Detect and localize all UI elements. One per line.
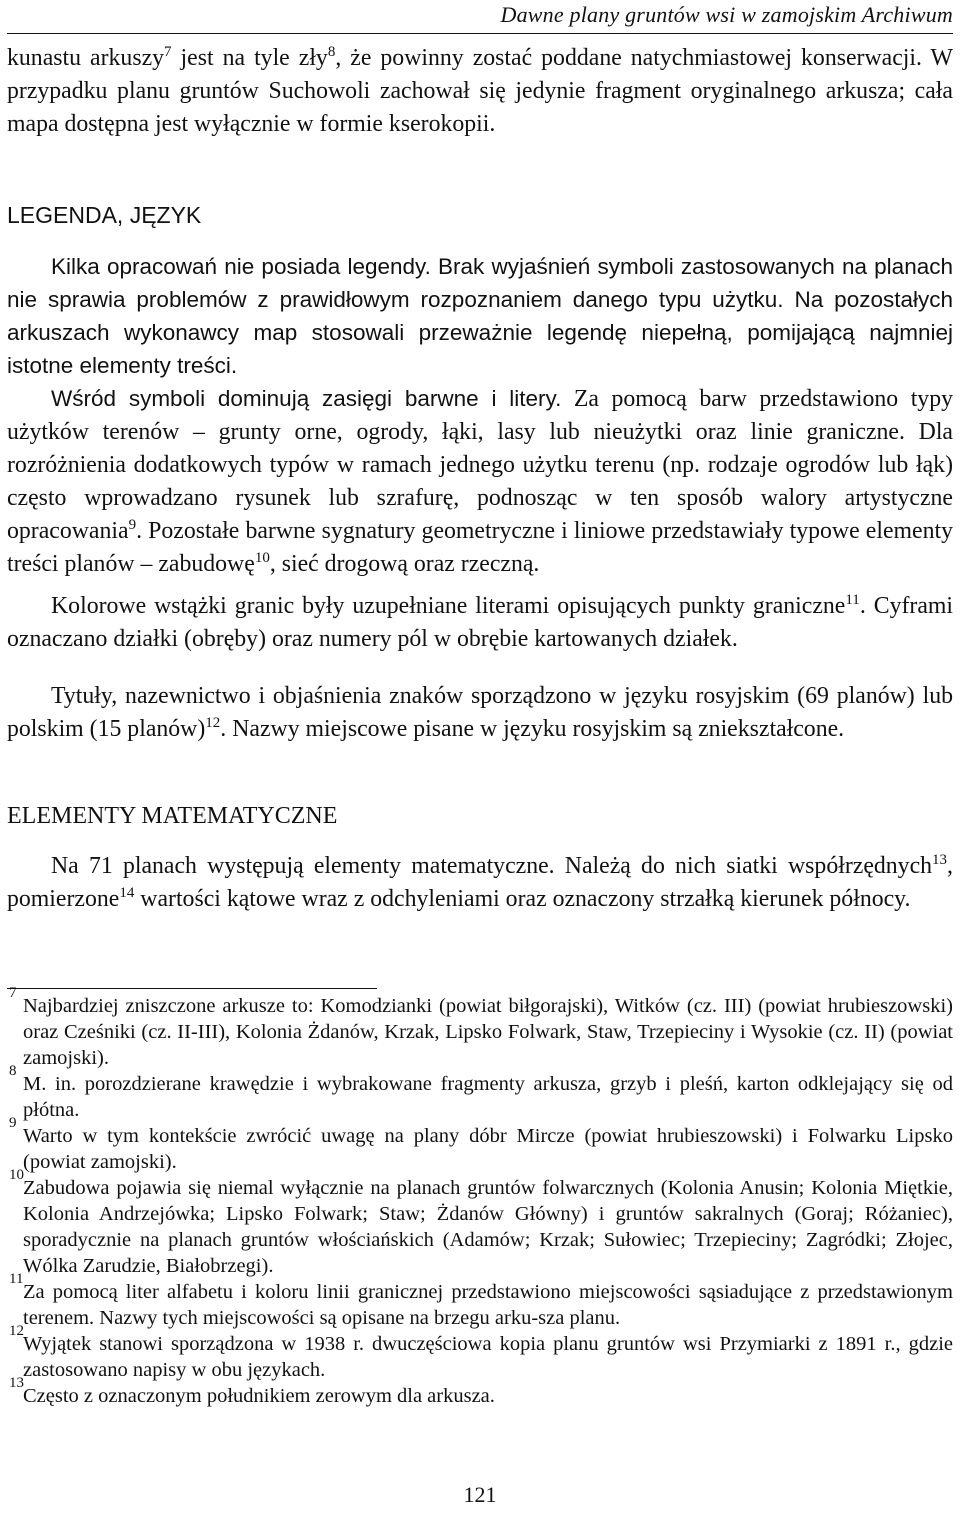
footnote-text: Często z oznaczonym południkiem zerowym dla arkusza. [23,1385,495,1407]
text: . Cyframi oznaczano działki (obręby) oraz numery pól w obrębie kartowanych działek. [7,593,954,652]
footnote-text: Za pomocą liter alfabetu i koloru linii granicznej przedstawiono miejscowości sąsiadujące z przedstawionym terenem. Nazwy tych miejscowości są opisane na brzegu arku-sza planu. [23,1281,953,1329]
footnote-ref-10[interactable]: 10 [254,550,270,567]
footnote-ref-13[interactable]: 13 [932,852,948,869]
footnote-number: 9 [9,1115,17,1131]
paragraph-legend: Kilka opracowań nie posiada legendy. Brak wyjaśnień symboli zastosowanych na planach nie sprawia problemów z prawidłowym rozpoznaniem danego typu użytku. Na pozostałych arkuszach wykonawcy map stosowali przeważnie legendę niepełną, pomijającą najmniej istotne elementy treści. [7,254,953,378]
text: Na 71 planach występują elementy matematyczne. Należą do nich siatki współrzędnych [51,853,933,879]
footnote-10 [7,1167,953,1279]
footnote-separator [7,988,377,989]
paragraph-intro [7,42,953,141]
header-rule [7,33,953,34]
footnote-text: M. in. porozdzierane krawędzie i wybrakowane fragmenty arkusza, grzyb i pleśń, karton odklejający się od płótna. [23,1073,953,1121]
section-heading-math: ELEMENTY MATEMATYCZNE [7,803,338,829]
footnote-7 [7,985,953,1071]
text: . Nazwy miejscowe pisane w języku rosyjskim są zniekształcone. [220,716,845,742]
footnote-ref-11[interactable]: 11 [845,592,860,609]
footnote-number: 8 [9,1063,17,1079]
footnote-text: Zabudowa pojawia się niemal wyłącznie na planach gruntów folwarcznych (Kolonia Anusin; Kolonia Miętkie, Kolonia Andrzejówka; Lipsko Folwark; Staw; Żdanów Główny) i gruntów sakralnych (Goraj; Różaniec), sporadycznie na planach gruntów włościańskich (Adamów; Krzak; Sułowiec; Trzepieciny; Zagródki; Złojec, Wólka Zarudzie, Białobrzegi). [23,1177,953,1277]
paragraph-math [7,850,953,916]
footnote-text: Najbardziej zniszczone arkusze to: Komodzianki (powiat biłgorajski), Witków (cz. III) (powiat hrubieszowski) oraz Cześniki (cz. II-III), Kolonia Żdanów, Krzak, Lipsko Folwark, Staw, Trzepieciny i Wysokie (cz. II) (powiat zamojski). [23,995,953,1069]
footnote-text: Warto w tym kontekście zwrócić uwagę na plany dóbr Mircze (powiat hrubieszowski) i Folwarku Lipsko (powiat zamojski). [23,1125,953,1173]
page-number: 121 [463,1482,497,1507]
footnote-ref-8[interactable]: 8 [327,44,336,61]
footnote-12 [7,1323,953,1383]
footnote-number: 13 [9,1375,24,1391]
paragraph-boundaries [7,590,953,656]
paragraph-language [7,680,953,746]
footnote-9 [7,1115,953,1175]
text: , że powinny zostać poddane natychmiastowej konserwacji. W przypadku planu gruntów Suchowoli zachował się jedynie fragment oryginalnego arkusza; cała mapa dostępna jest wyłącznie w formie kserokopii. [7,45,953,137]
text: wartości kątowe wraz z odchyleniami oraz oznaczony strzałką kierunek północy. [134,886,911,912]
footnote-ref-7[interactable]: 7 [164,44,172,61]
footnote-ref-12[interactable]: 12 [205,715,221,732]
footnote-number: 12 [9,1323,24,1339]
running-header: Dawne plany gruntów wsi w zamojskim Archiwum [500,2,953,27]
text: , pomierzone [7,853,953,912]
footnote-number: 11 [9,1271,24,1287]
footnote-ref-9[interactable]: 9 [128,517,137,534]
footnote-8 [7,1063,953,1123]
text: Tytuły, nazewnictwo i objaśnienia znaków sporządzono w języku rosyjskim (69 planów) lub polskim (15 planów) [7,683,953,742]
footnote-number: 10 [9,1167,24,1183]
footnotes [7,985,953,1409]
footnote-ref-14[interactable]: 14 [119,885,135,902]
paragraph-symbols [7,382,953,581]
text: kunastu arkuszy [7,45,165,71]
footnote-number: 7 [9,985,17,1001]
text: , sieć drogową oraz rzeczną. [269,551,540,577]
text: jest na tyle zły [171,45,328,71]
section-heading-legend: LEGENDA, JĘZYK [7,202,202,228]
text-sans: Wśród symboli dominują zasięgi barwne i litery. [51,386,562,411]
footnote-13 [7,1375,953,1409]
footnote-11 [7,1271,953,1331]
text: Za pomocą barw przedstawiono typy użytków terenów – grunty orne, ogrody, łąki, lasy lub nieużytki oraz linie graniczne. Dla rozróżnienia dodatkowych typów w ramach jednego użytku terenu (np. rodzaje ogrodów lub łąk) często wprowadzano rysunek lub szrafurę, podnosząc w ten sposób walory artystyczne opracowania [7,386,953,544]
text: . Pozostałe barwne sygnatury geometryczne i liniowe przedstawiały typowe elementy treści planów – zabudowę [7,518,953,577]
text: Kolorowe wstążki granic były uzupełniane literami opisujących punkty graniczne [51,593,846,619]
footnote-text: Wyjątek stanowi sporządzona w 1938 r. dwuczęściowa kopia planu gruntów wsi Przymiarki z 1891 r., gdzie zastosowano napisy w obu językach. [23,1333,953,1381]
